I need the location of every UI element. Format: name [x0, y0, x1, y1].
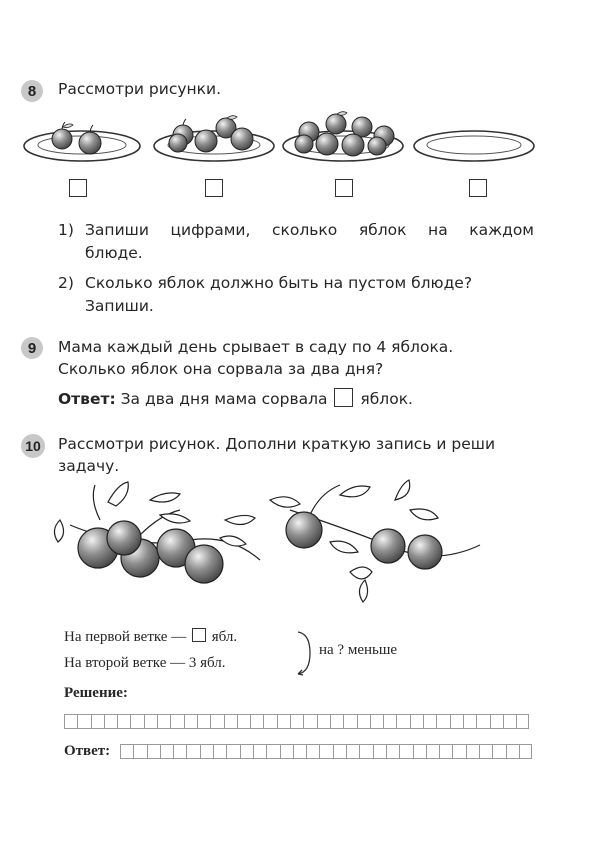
apple-icon	[195, 130, 217, 152]
grid-cell[interactable]	[240, 744, 253, 759]
task-9-answer-text: За два дня мама сорвала	[120, 390, 328, 408]
apple-icon	[169, 134, 187, 152]
task-8-title: Рассмотри рисунки.	[58, 80, 222, 98]
grid-cell[interactable]	[490, 714, 503, 729]
grid-cell[interactable]	[386, 744, 399, 759]
grid-cell[interactable]	[263, 714, 276, 729]
grid-cell[interactable]	[410, 714, 423, 729]
apple-icon	[52, 122, 73, 149]
plate-1-answer-box[interactable]	[69, 179, 87, 197]
grid-cell[interactable]	[290, 714, 303, 729]
plate-4-empty	[414, 131, 534, 161]
grid-cell[interactable]	[277, 714, 290, 729]
grid-cell[interactable]	[280, 744, 293, 759]
grid-cell[interactable]	[184, 714, 197, 729]
apple-icon	[185, 545, 223, 583]
grid-cell[interactable]	[319, 744, 332, 759]
grid-cell[interactable]	[317, 714, 330, 729]
grid-cell[interactable]	[333, 744, 346, 759]
plate-3-answer-box[interactable]	[335, 179, 353, 197]
grid-cell[interactable]	[359, 744, 372, 759]
grid-cell[interactable]	[466, 744, 479, 759]
task-9-line2: Сколько яблок она сорвала за два дня?	[58, 360, 384, 378]
plate-4-answer-box[interactable]	[469, 179, 487, 197]
task-10-line2: задачу.	[58, 457, 120, 475]
plates-illustration	[0, 108, 595, 188]
grid-cell[interactable]	[91, 714, 104, 729]
apple-icon	[342, 134, 364, 156]
apple-icon	[286, 512, 322, 548]
grid-cell[interactable]	[120, 744, 133, 759]
grid-cell[interactable]	[476, 714, 489, 729]
grid-cell[interactable]	[117, 714, 130, 729]
task-9-answer-label: Ответ:	[58, 390, 116, 408]
grid-cell[interactable]	[450, 714, 463, 729]
grid-cell[interactable]	[519, 744, 532, 759]
task-8-q1-number: 1)	[58, 221, 74, 239]
brace-arrow	[296, 628, 316, 678]
task-8-q2-line2: Запиши.	[85, 297, 154, 315]
task-9-answer-unit: яблок.	[360, 390, 413, 408]
answer-grid[interactable]	[120, 744, 532, 760]
record-line-1-text: На первой ветке —	[64, 629, 187, 645]
apple-icon	[316, 133, 338, 155]
grid-cell[interactable]	[160, 744, 173, 759]
grid-cell[interactable]	[370, 714, 383, 729]
task-8-q2-line1: Сколько яблок должно быть на пустом блюде?	[85, 274, 473, 292]
grid-cell[interactable]	[492, 744, 505, 759]
grid-cell[interactable]	[64, 714, 77, 729]
grid-cell[interactable]	[170, 714, 183, 729]
task-8-q1-line1: Запиши цифрами, сколько яблок на каждом	[85, 221, 534, 239]
apple-icon	[408, 535, 442, 569]
apple-icon	[295, 135, 313, 153]
grid-cell[interactable]	[439, 744, 452, 759]
grid-cell[interactable]	[157, 714, 170, 729]
apple-icon	[368, 137, 386, 155]
grid-cell[interactable]	[303, 714, 316, 729]
plate-2	[154, 116, 274, 161]
record-line-1	[64, 627, 237, 648]
grid-cell[interactable]	[266, 744, 279, 759]
grid-cell[interactable]	[479, 744, 492, 759]
solution-label: Решение:	[64, 685, 128, 701]
grid-cell[interactable]	[506, 744, 519, 759]
task-9-number: 9	[21, 337, 43, 359]
grid-cell[interactable]	[306, 744, 319, 759]
task-10-line1: Рассмотри рисунок. Дополни краткую запись и реши	[58, 435, 496, 453]
grid-cell[interactable]	[330, 714, 343, 729]
grid-cell[interactable]	[357, 714, 370, 729]
record-line-1-unit: ябл.	[211, 629, 238, 645]
grid-cell[interactable]	[426, 744, 439, 759]
grid-cell[interactable]	[250, 714, 263, 729]
grid-cell[interactable]	[224, 714, 237, 729]
record-first-branch-box[interactable]	[192, 628, 206, 642]
grid-cell[interactable]	[503, 714, 516, 729]
task-9-answer-box[interactable]	[334, 388, 353, 407]
apple-branches-illustration	[0, 480, 595, 610]
grid-cell[interactable]	[186, 744, 199, 759]
grid-cell[interactable]	[413, 744, 426, 759]
grid-cell[interactable]	[197, 714, 210, 729]
grid-cell[interactable]	[452, 744, 465, 759]
grid-cell[interactable]	[133, 744, 146, 759]
task-9-line1: Мама каждый день срывает в саду по 4 яблока.	[58, 338, 454, 356]
apple-icon	[371, 529, 405, 563]
grid-cell[interactable]	[147, 744, 160, 759]
grid-cell[interactable]	[463, 714, 476, 729]
grid-cell[interactable]	[293, 744, 306, 759]
apple-icon	[231, 128, 253, 150]
grid-cell[interactable]	[396, 714, 409, 729]
grid-cell[interactable]	[383, 714, 396, 729]
task-10-answer-label: Ответ:	[64, 743, 111, 759]
grid-cell[interactable]	[77, 714, 90, 729]
task-10-number: 10	[21, 434, 45, 458]
solution-grid[interactable]	[64, 714, 529, 730]
apple-icon	[326, 112, 347, 134]
task-8-number: 8	[21, 80, 43, 102]
plate-3	[283, 112, 403, 161]
grid-cell[interactable]	[373, 744, 386, 759]
task-9-answer-line	[58, 388, 413, 410]
grid-cell[interactable]	[253, 744, 266, 759]
plate-1	[24, 122, 140, 161]
grid-cell[interactable]	[130, 714, 143, 729]
grid-cell[interactable]	[104, 714, 117, 729]
task-8-q2-number: 2)	[58, 274, 74, 292]
task-8-q1-line2: блюде.	[85, 244, 143, 262]
apple-icon	[107, 521, 141, 555]
grid-cell[interactable]	[343, 714, 356, 729]
record-relation: на ? меньше	[319, 642, 398, 658]
grid-cell[interactable]	[144, 714, 157, 729]
grid-cell[interactable]	[399, 744, 412, 759]
grid-cell[interactable]	[346, 744, 359, 759]
record-line-2: На второй ветке — 3 ябл.	[64, 655, 226, 671]
grid-cell[interactable]	[200, 744, 213, 759]
grid-cell[interactable]	[516, 714, 529, 729]
grid-cell[interactable]	[237, 714, 250, 729]
grid-cell[interactable]	[210, 714, 223, 729]
grid-cell[interactable]	[213, 744, 226, 759]
plate-2-answer-box[interactable]	[205, 179, 223, 197]
grid-cell[interactable]	[436, 714, 449, 729]
apple-icon	[79, 125, 101, 154]
grid-cell[interactable]	[423, 714, 436, 729]
grid-cell[interactable]	[173, 744, 186, 759]
grid-cell[interactable]	[226, 744, 239, 759]
